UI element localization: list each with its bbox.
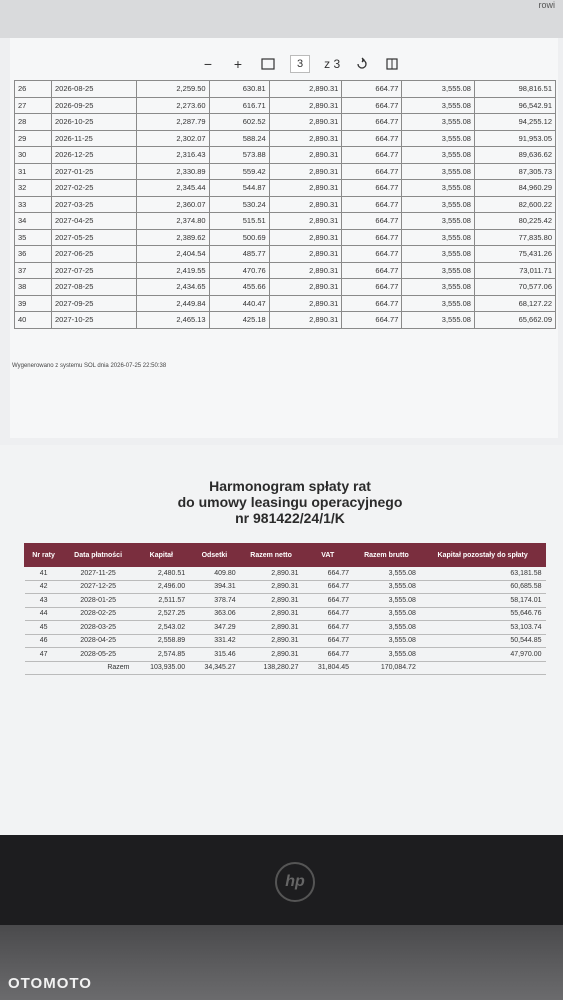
table-cell: 3,555.08 xyxy=(402,312,475,329)
table-cell: 2027-11-25 xyxy=(63,567,134,581)
schedule-table-part2 xyxy=(24,543,546,675)
table-cell: 664.77 xyxy=(302,567,353,581)
table-row xyxy=(15,213,556,230)
table-cell: 616.71 xyxy=(209,97,269,114)
column-header: Data płatności xyxy=(63,544,134,567)
table-cell: 664.77 xyxy=(342,279,402,296)
table-cell: 664.77 xyxy=(302,648,353,662)
table-cell: 485.77 xyxy=(209,246,269,263)
sum-vat: 31,804.45 xyxy=(302,661,353,675)
table-cell: 2,273.60 xyxy=(137,97,210,114)
table-cell: 2027-07-25 xyxy=(52,262,137,279)
table-cell: 38 xyxy=(15,279,52,296)
table-cell: 664.77 xyxy=(302,607,353,621)
column-header: Razem brutto xyxy=(353,544,420,567)
browser-top-strip xyxy=(0,0,563,38)
table-row xyxy=(15,180,556,197)
table-cell: 2028-04-25 xyxy=(63,634,134,648)
table-cell: 2,374.80 xyxy=(137,213,210,230)
table-cell: 47,970.00 xyxy=(420,648,546,662)
table-cell: 2027-12-25 xyxy=(63,580,134,594)
table-cell: 2,511.57 xyxy=(134,594,190,608)
table-cell: 2026-09-25 xyxy=(52,97,137,114)
table-row xyxy=(15,312,556,329)
table-cell: 2,890.31 xyxy=(269,279,342,296)
table-cell: 363.06 xyxy=(189,607,240,621)
table-cell: 96,542.91 xyxy=(474,97,555,114)
table-cell: 3,555.08 xyxy=(353,607,420,621)
table-cell: 664.77 xyxy=(302,634,353,648)
table-cell: 32 xyxy=(15,180,52,197)
table-row xyxy=(15,229,556,246)
table-cell: 55,646.76 xyxy=(420,607,546,621)
table-cell: 530.24 xyxy=(209,196,269,213)
sum-kapital: 103,935.00 xyxy=(134,661,190,675)
table-cell: 3,555.08 xyxy=(353,580,420,594)
table-cell: 2,434.65 xyxy=(137,279,210,296)
table-cell: 47 xyxy=(25,648,63,662)
table-cell: 2,890.31 xyxy=(269,262,342,279)
table-cell: 378.74 xyxy=(189,594,240,608)
table-cell: 664.77 xyxy=(342,130,402,147)
table-cell: 2027-03-25 xyxy=(52,196,137,213)
zoom-in-button[interactable]: + xyxy=(233,56,243,72)
table-cell: 70,577.06 xyxy=(474,279,555,296)
table-cell: 3,555.08 xyxy=(402,229,475,246)
table-cell: 2,890.31 xyxy=(269,81,342,98)
table-cell: 2028-01-25 xyxy=(63,594,134,608)
table-cell: 470.76 xyxy=(209,262,269,279)
table-cell: 73,011.71 xyxy=(474,262,555,279)
table-cell: 82,600.22 xyxy=(474,196,555,213)
table-cell: 3,555.08 xyxy=(402,196,475,213)
column-header: VAT xyxy=(302,544,353,567)
table-row xyxy=(15,246,556,263)
table-cell: 37 xyxy=(15,262,52,279)
table-row xyxy=(25,594,546,608)
table-cell: 80,225.42 xyxy=(474,213,555,230)
table-cell: 3,555.08 xyxy=(402,279,475,296)
table-cell: 3,555.08 xyxy=(402,213,475,230)
table-cell: 347.29 xyxy=(189,621,240,635)
table-cell: 39 xyxy=(15,295,52,312)
table-cell: 2,890.31 xyxy=(240,567,303,581)
table-cell: 664.77 xyxy=(342,196,402,213)
table-row xyxy=(25,648,546,662)
page-view-icon[interactable] xyxy=(384,56,400,72)
table-cell: 515.51 xyxy=(209,213,269,230)
table-cell: 2028-02-25 xyxy=(63,607,134,621)
table-cell: 89,636.62 xyxy=(474,147,555,164)
generated-footer: Wygenerowano z systemu SOL dnia 2026-07-25 22:50:38 xyxy=(12,363,167,369)
page-number-input[interactable]: 3 xyxy=(290,55,310,73)
table-cell: 2,302.07 xyxy=(137,130,210,147)
table-cell: 3,555.08 xyxy=(402,180,475,197)
table-cell: 2027-02-25 xyxy=(52,180,137,197)
title-line-3: nr 981422/24/1/K xyxy=(235,510,345,526)
table-row xyxy=(25,580,546,594)
table-cell: 3,555.08 xyxy=(402,147,475,164)
table-cell: 588.24 xyxy=(209,130,269,147)
sum-netto: 138,280.27 xyxy=(240,661,303,675)
table-cell: 27 xyxy=(15,97,52,114)
table-cell: 3,555.08 xyxy=(353,594,420,608)
table-cell: 2028-05-25 xyxy=(63,648,134,662)
table-cell: 664.77 xyxy=(342,262,402,279)
table-cell: 664.77 xyxy=(342,147,402,164)
table-row xyxy=(15,279,556,296)
table-cell: 2,890.31 xyxy=(269,114,342,131)
sum-empty xyxy=(25,661,63,675)
table-cell: 58,174.01 xyxy=(420,594,546,608)
table-cell: 2,449.84 xyxy=(137,295,210,312)
table-cell: 2,890.31 xyxy=(269,213,342,230)
table-cell: 2,330.89 xyxy=(137,163,210,180)
table-cell: 3,555.08 xyxy=(402,114,475,131)
table-cell: 315.46 xyxy=(189,648,240,662)
fit-page-icon[interactable] xyxy=(260,56,276,72)
table-cell: 33 xyxy=(15,196,52,213)
table-cell: 2,419.55 xyxy=(137,262,210,279)
table-cell: 664.77 xyxy=(342,295,402,312)
sum-row xyxy=(25,661,546,675)
table-cell: 30 xyxy=(15,147,52,164)
table-cell: 2026-08-25 xyxy=(52,81,137,98)
table-row xyxy=(15,97,556,114)
table-cell: 50,544.85 xyxy=(420,634,546,648)
table-cell: 2,890.31 xyxy=(269,147,342,164)
table-cell: 94,255.12 xyxy=(474,114,555,131)
table-cell: 75,431.26 xyxy=(474,246,555,263)
table-cell: 2026-11-25 xyxy=(52,130,137,147)
pdf-toolbar xyxy=(200,50,400,78)
table-cell: 31 xyxy=(15,163,52,180)
table-row xyxy=(15,147,556,164)
table-cell: 559.42 xyxy=(209,163,269,180)
table-cell: 2,890.31 xyxy=(240,621,303,635)
table-cell: 2,316.43 xyxy=(137,147,210,164)
table-cell: 60,685.58 xyxy=(420,580,546,594)
table-cell: 544.87 xyxy=(209,180,269,197)
table-cell: 664.77 xyxy=(342,97,402,114)
table-cell: 2027-01-25 xyxy=(52,163,137,180)
table-cell: 664.77 xyxy=(342,81,402,98)
table-cell: 2028-03-25 xyxy=(63,621,134,635)
schedule-table-part1 xyxy=(14,80,556,329)
table-cell: 602.52 xyxy=(209,114,269,131)
table-cell: 68,127.22 xyxy=(474,295,555,312)
table-cell: 2,480.51 xyxy=(134,567,190,581)
table-cell: 2,890.31 xyxy=(240,580,303,594)
table-cell: 98,816.51 xyxy=(474,81,555,98)
table-cell: 2,345.44 xyxy=(137,180,210,197)
table-cell: 29 xyxy=(15,130,52,147)
table-cell: 3,555.08 xyxy=(353,648,420,662)
table-cell: 2,890.31 xyxy=(269,163,342,180)
table-cell: 41 xyxy=(25,567,63,581)
table-row xyxy=(25,634,546,648)
table-cell: 42 xyxy=(25,580,63,594)
table-cell: 2,404.54 xyxy=(137,246,210,263)
table-cell: 77,835.80 xyxy=(474,229,555,246)
table-cell: 3,555.08 xyxy=(402,97,475,114)
table-cell: 3,555.08 xyxy=(353,634,420,648)
table-cell: 409.80 xyxy=(189,567,240,581)
table-cell: 455.66 xyxy=(209,279,269,296)
table-cell: 500.69 xyxy=(209,229,269,246)
table-cell: 2,259.50 xyxy=(137,81,210,98)
table-cell: 2,890.31 xyxy=(240,634,303,648)
table-cell: 331.42 xyxy=(189,634,240,648)
table-cell: 2,890.31 xyxy=(269,312,342,329)
column-header: Nr raty xyxy=(25,544,63,567)
column-header: Razem netto xyxy=(240,544,303,567)
table-cell: 664.77 xyxy=(302,594,353,608)
table-cell: 2,890.31 xyxy=(240,648,303,662)
table-cell: 664.77 xyxy=(302,621,353,635)
document-title xyxy=(0,478,563,526)
table-row xyxy=(25,607,546,621)
table-cell: 91,953.05 xyxy=(474,130,555,147)
table-cell: 2,496.00 xyxy=(134,580,190,594)
table-cell: 3,555.08 xyxy=(402,81,475,98)
table-cell: 3,555.08 xyxy=(402,163,475,180)
table-cell: 2,543.02 xyxy=(134,621,190,635)
table-cell: 2,890.31 xyxy=(269,180,342,197)
table-cell: 35 xyxy=(15,229,52,246)
table-cell: 664.77 xyxy=(342,312,402,329)
table-cell: 664.77 xyxy=(342,213,402,230)
sum-empty xyxy=(420,661,546,675)
table-cell: 36 xyxy=(15,246,52,263)
table-cell: 425.18 xyxy=(209,312,269,329)
table-cell: 2,389.62 xyxy=(137,229,210,246)
table-cell: 2027-05-25 xyxy=(52,229,137,246)
table-cell: 2,890.31 xyxy=(269,196,342,213)
table-cell: 2027-08-25 xyxy=(52,279,137,296)
table-cell: 2,890.31 xyxy=(240,594,303,608)
table-row xyxy=(15,130,556,147)
table-cell: 87,305.73 xyxy=(474,163,555,180)
table-cell: 664.77 xyxy=(342,163,402,180)
zoom-out-button[interactable]: − xyxy=(203,56,213,72)
table-cell: 2,360.07 xyxy=(137,196,210,213)
table-cell: 2027-10-25 xyxy=(52,312,137,329)
table-cell: 2,558.89 xyxy=(134,634,190,648)
table-cell: 84,960.29 xyxy=(474,180,555,197)
table-row xyxy=(15,163,556,180)
table-cell: 2,890.31 xyxy=(240,607,303,621)
table-cell: 2,890.31 xyxy=(269,295,342,312)
title-line-2: do umowy leasingu operacyjnego xyxy=(177,494,403,510)
sum-label: Razem xyxy=(63,661,134,675)
table-row xyxy=(15,262,556,279)
table-row xyxy=(25,567,546,581)
table-cell: 664.77 xyxy=(342,114,402,131)
title-line-1: Harmonogram spłaty rat xyxy=(209,478,371,494)
table-row xyxy=(15,295,556,312)
table-cell: 2026-12-25 xyxy=(52,147,137,164)
otomoto-watermark: OTOMOTO xyxy=(8,975,92,992)
table-cell: 45 xyxy=(25,621,63,635)
sum-odsetki: 34,345.27 xyxy=(189,661,240,675)
table-cell: 2,465.13 xyxy=(137,312,210,329)
table-row xyxy=(15,114,556,131)
table-cell: 2,574.85 xyxy=(134,648,190,662)
table-cell: 43 xyxy=(25,594,63,608)
table-cell: 2,890.31 xyxy=(269,130,342,147)
column-header: Odsetki xyxy=(189,544,240,567)
table-cell: 573.88 xyxy=(209,147,269,164)
sum-brutto: 170,084.72 xyxy=(353,661,420,675)
page-total-label: z 3 xyxy=(324,57,341,71)
table-cell: 664.77 xyxy=(342,229,402,246)
table-cell: 40 xyxy=(15,312,52,329)
table-cell: 63,181.58 xyxy=(420,567,546,581)
table-cell: 394.31 xyxy=(189,580,240,594)
table-row xyxy=(15,196,556,213)
table-cell: 3,555.08 xyxy=(353,621,420,635)
table-cell: 2026-10-25 xyxy=(52,114,137,131)
table-cell: 2,890.31 xyxy=(269,246,342,263)
table-row xyxy=(25,621,546,635)
browser-tab[interactable]: rowi xyxy=(538,0,555,10)
table-cell: 3,555.08 xyxy=(402,246,475,263)
table-cell: 53,103.74 xyxy=(420,621,546,635)
table-cell: 3,555.08 xyxy=(353,567,420,581)
table-cell: 2027-06-25 xyxy=(52,246,137,263)
table-cell: 34 xyxy=(15,213,52,230)
column-header: Kapitał pozostały do spłaty xyxy=(420,544,546,567)
table-cell: 3,555.08 xyxy=(402,262,475,279)
table-cell: 2027-09-25 xyxy=(52,295,137,312)
table-cell: 664.77 xyxy=(342,180,402,197)
table-cell: 2,890.31 xyxy=(269,97,342,114)
table-cell: 44 xyxy=(25,607,63,621)
table-cell: 26 xyxy=(15,81,52,98)
table-cell: 2,890.31 xyxy=(269,229,342,246)
table-cell: 664.77 xyxy=(302,580,353,594)
table-cell: 46 xyxy=(25,634,63,648)
table-row xyxy=(15,81,556,98)
table-cell: 2,287.79 xyxy=(137,114,210,131)
table-cell: 3,555.08 xyxy=(402,295,475,312)
table-cell: 65,662.09 xyxy=(474,312,555,329)
table-cell: 440.47 xyxy=(209,295,269,312)
table-cell: 664.77 xyxy=(342,246,402,263)
hp-logo: hp xyxy=(275,862,315,902)
table-cell: 2027-04-25 xyxy=(52,213,137,230)
table-cell: 28 xyxy=(15,114,52,131)
table-cell: 3,555.08 xyxy=(402,130,475,147)
rotate-icon[interactable] xyxy=(354,56,370,72)
column-header: Kapitał xyxy=(134,544,190,567)
table-cell: 2,527.25 xyxy=(134,607,190,621)
table-cell: 630.81 xyxy=(209,81,269,98)
